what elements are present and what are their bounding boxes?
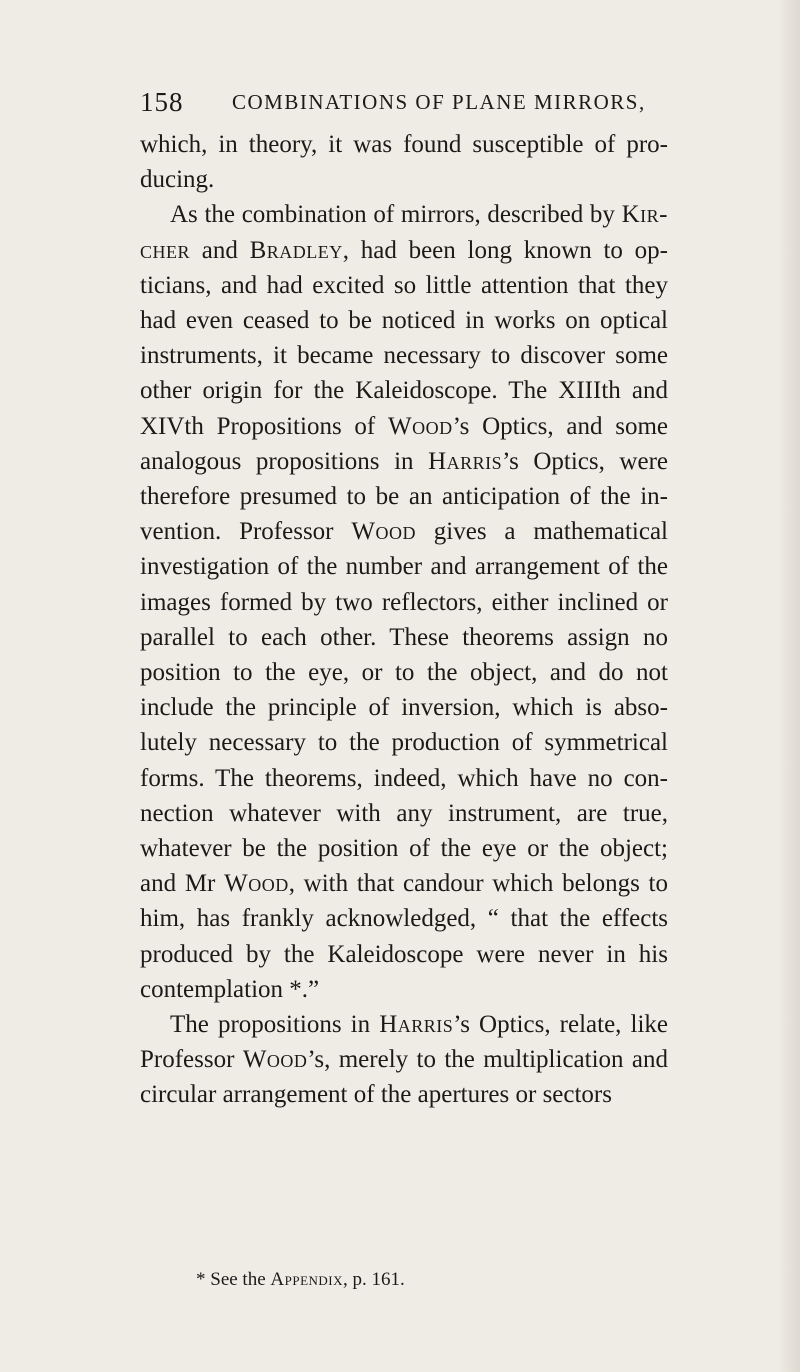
small-caps-name: Wood	[388, 412, 453, 440]
small-caps-name: Harris	[379, 1011, 454, 1039]
text-run: ’s Optics, relate, like Professor	[140, 1011, 668, 1074]
small-caps-name: Wood	[351, 518, 416, 546]
body-text	[140, 127, 668, 1113]
small-caps-name: Wood	[224, 870, 289, 898]
small-caps-name: Harris	[428, 447, 503, 475]
footnote-page: , p. 161.	[343, 1269, 405, 1290]
paragraph	[140, 1007, 668, 1113]
footnote	[196, 1266, 676, 1294]
text-run: ’s Optics, were therefore presumed to be an anticipation of the in- vention. Professor	[140, 447, 668, 546]
text-run: As the combination of mirrors, described by	[170, 201, 622, 229]
text-run: ’s Optics, and some analogous propositions in	[140, 412, 668, 475]
page-edge-shadow	[778, 0, 800, 1372]
text-run: and	[190, 236, 250, 264]
paragraph	[140, 127, 668, 197]
text-run: ’s, merely to the multiplication and circular arrangement of the apertures or sectors	[140, 1046, 668, 1109]
small-caps-name: Kir- cher	[140, 201, 668, 264]
running-head: COMBINATIONS OF PLANE MIRRORS,	[232, 90, 646, 114]
paragraph	[140, 197, 668, 1007]
small-caps-name: Bradley	[249, 236, 343, 264]
page-header	[140, 82, 670, 122]
footnote-text: * See the	[196, 1269, 271, 1290]
footnote-appendix: Appendix	[270, 1269, 344, 1290]
text-run: gives a mathematical investigation of the number and arrangement of the images formed by two reflectors, either inclined or parallel to each other. These theorems assign no position to the eye, or to the object, and do not include the principle of inversion, which is abso- lutely necessary to the production of symmetrical forms. The theorems, indeed, which have no con- nection whatever with any instrument, are true, whatever be the position of the eye or the object; and Mr	[140, 518, 668, 898]
small-caps-name: Wood	[242, 1046, 308, 1074]
text-run: The propositions in	[170, 1011, 380, 1039]
text-run: which, in theory, it was found susceptible of pro- ducing.	[140, 131, 668, 194]
text-run: , with that candour which belongs to him, has frankly acknowledged, “ that the effects produced by the Kaleidoscope were never in his contemplation *.”	[140, 870, 669, 1003]
page-number: 158	[140, 87, 184, 117]
text-run: , had been long known to op- ticians, and had excited so little attention that they had even ceased to be noticed in works on optical instruments, it became necessary to discover some other origin for the Kaleidoscope. The XIIIth and XIVth Propositions of	[140, 236, 668, 440]
